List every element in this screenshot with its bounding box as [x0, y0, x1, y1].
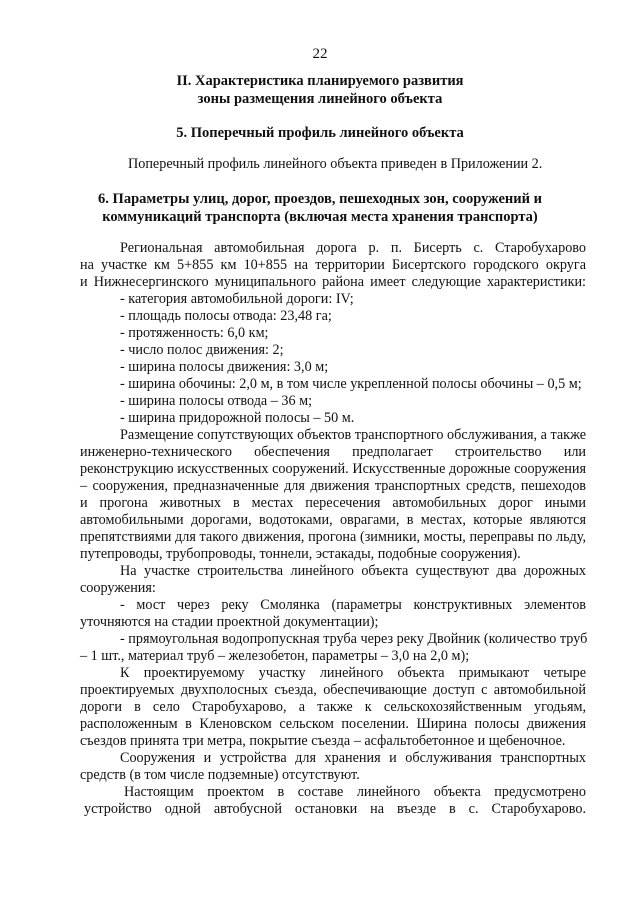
text-line: К проектируемому участку линейного объекта примыкают четыре: [120, 665, 586, 681]
text-line: сооружения:: [80, 580, 156, 596]
list-item: - категория автомобильной дороги: IV;: [120, 291, 354, 307]
text-line: – 1 шт., материал труб – железобетон, параметры – 3,0 на 2,0 м);: [80, 648, 470, 664]
text-line: средств (в том числе подземные) отсутствуют.: [80, 767, 360, 783]
page-number: 22: [312, 46, 328, 62]
text-line: съездов принята три метра, покрытие съезда – асфальтобетонное и щебеночное.: [80, 733, 566, 749]
text-line: На участке строительства линейного объекта существуют два дорожных: [120, 563, 586, 579]
heading-5: [0, 124, 640, 142]
text-line: Размещение сопутствующих объектов транспортного обслуживания, а также: [120, 427, 586, 443]
heading-6-line: 6. Параметры улиц, дорог, проездов, пешеходных зон, сооружений и: [98, 191, 542, 207]
text-line: Региональная автомобильная дорога р. п. Бисерть с. Старобухарово: [120, 240, 586, 256]
list-item: - ширина полосы отвода – 36 м;: [120, 393, 313, 409]
section-title-line: II. Характеристика планируемого развития: [176, 73, 464, 89]
heading-5-text: 5. Поперечный профиль линейного объекта: [176, 125, 464, 141]
text-line: препятствиями для такого движения, прогона (зимники, мосты, переправы по льду,: [80, 529, 586, 545]
text-line: автомобильными дорогами, водотоками, оврагами, в местах, которые являются: [80, 512, 586, 528]
list-item: - мост через реку Смолянка (параметры конструктивных элементов: [120, 597, 586, 613]
text-line: уточняются на стадии проектной документации);: [80, 614, 379, 630]
text-line: проектируемых двухполосных съезда, обеспечивающие доступ с автомобильной: [80, 682, 586, 698]
text-line: дороги в село Старобухарово, а также к сельскохозяйственным угодьям,: [80, 699, 586, 715]
list-item: - протяженность: 6,0 км;: [120, 325, 269, 341]
paragraph-5: Поперечный профиль линейного объекта приведен в Приложении 2.: [128, 156, 543, 172]
text-line: Настоящим проектом в составе линейного объекта предусмотрено: [124, 784, 586, 800]
list-item: - площадь полосы отвода: 23,48 га;: [120, 308, 332, 324]
heading-6: [0, 190, 640, 226]
text-line: Сооружения и устройства для хранения и обслуживания транспортных: [120, 750, 586, 766]
list-item: - число полос движения: 2;: [120, 342, 284, 358]
text-line: – сооружения, предназначенные для движения транспортных средств, пешеходов: [80, 478, 586, 494]
section-title-line: зоны размещения линейного объекта: [197, 91, 443, 107]
text-line: и прогона животных в местах пересечения автомобильных дорог иными: [80, 495, 586, 511]
text-line: и Нижнесергинского муниципального района имеет следующие характеристики:: [80, 274, 586, 290]
text-line: путепроводы, трубопроводы, тоннели, эстакады, подобные сооружения).: [80, 546, 521, 562]
text-line: инженерно-технического обеспечения предполагает строительство или: [80, 444, 586, 460]
text-line: расположенным в Кленовском сельском поселении. Ширина полосы движения: [80, 716, 586, 732]
list-item: - ширина обочины: 2,0 м, в том числе укрепленной полосы обочины – 0,5 м;: [120, 376, 582, 392]
list-item: - ширина придорожной полосы – 50 м.: [120, 410, 355, 426]
text-line: устройство одной автобусной остановки на въезде в с. Старобухарово.: [84, 801, 586, 817]
list-item: - ширина полосы движения: 3,0 м;: [120, 359, 329, 375]
list-item: - прямоугольная водопропускная труба через реку Двойник (количество труб: [120, 631, 588, 647]
text-line: реконструкцию искусственных сооружений. Искусственные дорожные сооружения: [80, 461, 586, 477]
text-line: на участке км 5+855 км 10+855 на территории Бисертского городского округа: [80, 257, 586, 273]
section-title: [0, 72, 640, 108]
heading-6-line: коммуникаций транспорта (включая места хранения транспорта): [102, 209, 538, 225]
